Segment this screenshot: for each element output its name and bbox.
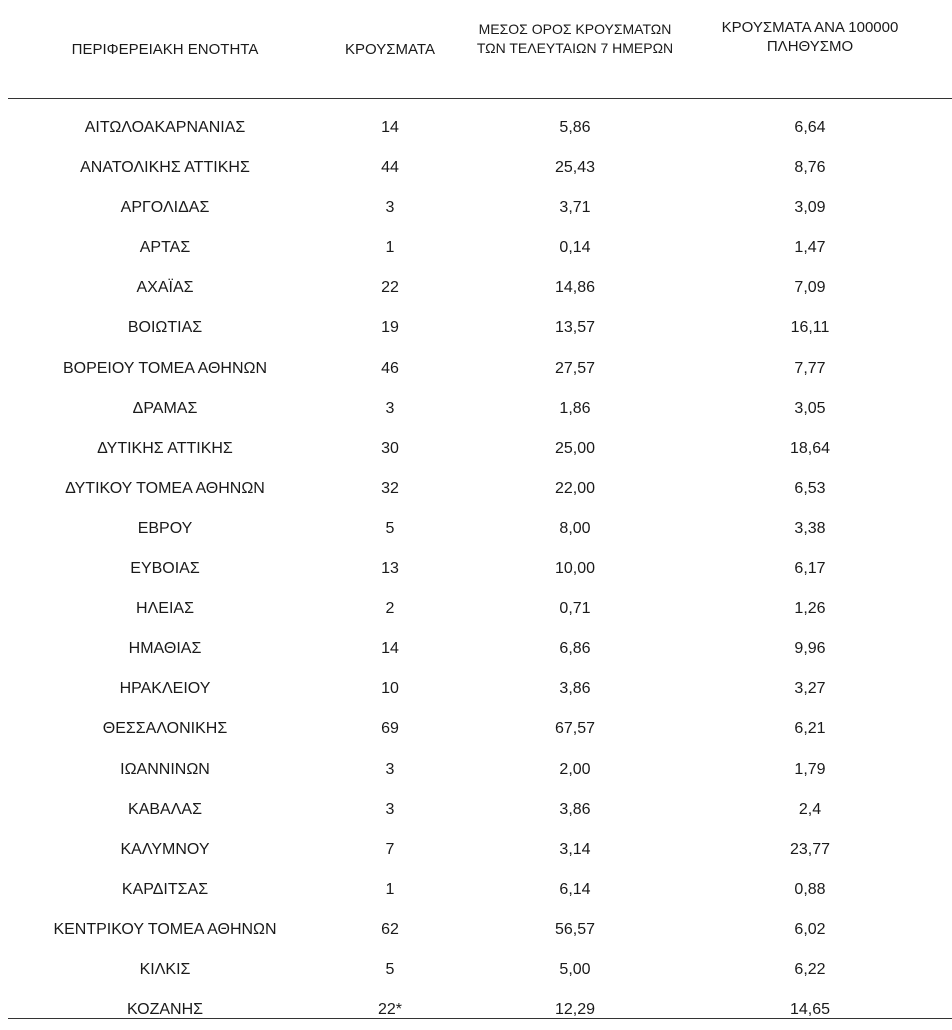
cases-cell: 3	[385, 199, 395, 217]
cases-cell: 62	[381, 920, 399, 938]
per-100000-cell: 6,64	[794, 119, 826, 136]
avg-cell: 2,00	[559, 760, 591, 778]
avg-cell: 3,86	[559, 680, 591, 698]
avg-cell: 0,71	[559, 600, 591, 618]
avg-cell: 5,86	[559, 119, 591, 136]
avg-cell: 22,00	[554, 479, 596, 497]
region-cell: ΗΜΑΘΙΑΣ	[128, 640, 202, 658]
table-row	[0, 308, 952, 348]
region-cell: ΔΥΤΙΚΗΣ ΑΤΤΙΚΗΣ	[97, 439, 233, 457]
region-cell: ΔΥΤΙΚΟΥ ΤΟΜΕΑ ΑΘΗΝΩΝ	[65, 479, 265, 497]
cases-cell: 22*	[377, 1001, 403, 1019]
cases-cell: 1	[385, 239, 395, 257]
cases-cell: 69	[381, 720, 399, 738]
cases-cell: 44	[381, 159, 399, 177]
cases-cell: 13	[381, 560, 399, 578]
cases-cell: 10	[381, 680, 399, 698]
region-cell: ΒΟΙΩΤΙΑΣ	[127, 319, 203, 337]
table-row	[0, 750, 952, 790]
region-cell: ΕΥΒΟΙΑΣ	[130, 560, 200, 578]
cases-cell: 14	[381, 640, 399, 658]
per-100000-cell: 1,79	[794, 760, 826, 778]
per-100000-cell: 6,21	[794, 720, 826, 738]
per-100000-cell: 14,65	[789, 1001, 831, 1019]
cases-cell: 19	[381, 319, 399, 337]
avg-cell: 8,00	[559, 519, 591, 537]
table-row	[0, 349, 952, 389]
table-row	[0, 870, 952, 910]
table-row	[0, 629, 952, 669]
table-row	[0, 990, 952, 1030]
avg-cell: 25,00	[554, 439, 596, 457]
avg-cell: 5,00	[559, 960, 591, 978]
table-row	[0, 790, 952, 830]
per-100000-cell: 1,47	[794, 239, 826, 257]
region-cell: ΚΟΖΑΝΗΣ	[126, 1001, 204, 1019]
table-row	[0, 589, 952, 629]
per-100000-cell: 3,27	[794, 680, 826, 698]
cases-cell: 32	[381, 479, 399, 497]
table-row	[0, 188, 952, 228]
cases-cell: 2	[385, 600, 395, 618]
region-cell: ΚΑΒΑΛΑΣ	[128, 800, 202, 818]
header-per-line1: ΚΡΟΥΣΜΑΤΑ ΑΝΑ 100000	[721, 19, 899, 36]
header-avg-line1: ΜΕΣΟΣ ΟΡΟΣ ΚΡΟΥΣΜΑΤΩΝ	[478, 21, 672, 37]
header-avg-line2: ΤΩΝ ΤΕΛΕΥΤΑΙΩΝ 7 ΗΜΕΡΩΝ	[476, 40, 674, 56]
region-cell: ΙΩΑΝΝΙΝΩΝ	[120, 760, 210, 778]
avg-cell: 14,86	[554, 279, 596, 297]
per-100000-cell: 7,09	[794, 279, 826, 297]
table-row	[0, 228, 952, 268]
cases-cell: 46	[381, 359, 399, 377]
cases-cell: 5	[385, 960, 395, 978]
region-cell: ΔΡΑΜΑΣ	[132, 399, 198, 417]
per-100000-cell: 6,53	[794, 479, 826, 497]
per-100000-cell: 2,4	[798, 800, 822, 818]
region-cell: ΚΑΛΥΜΝΟΥ	[120, 840, 210, 858]
per-100000-cell: 8,76	[794, 159, 826, 177]
table-row	[0, 509, 952, 549]
cases-cell: 1	[385, 880, 395, 898]
per-100000-cell: 3,38	[794, 519, 826, 537]
per-100000-cell: 16,11	[790, 319, 830, 337]
avg-cell: 3,71	[559, 199, 591, 217]
table-body	[0, 108, 952, 1030]
avg-cell: 3,14	[559, 840, 591, 858]
region-cell: ΚΙΛΚΙΣ	[139, 960, 191, 978]
avg-cell: 6,14	[559, 880, 591, 898]
table-row	[0, 469, 952, 509]
table-row	[0, 709, 952, 749]
table-row	[0, 669, 952, 709]
per-100000-cell: 6,02	[794, 920, 826, 938]
cases-cell: 22	[381, 279, 399, 297]
header-cases: ΚΡΟΥΣΜΑΤΑ	[345, 41, 435, 58]
table-row	[0, 910, 952, 950]
region-cell: ΑΡΤΑΣ	[139, 239, 191, 257]
per-100000-cell: 6,22	[794, 960, 826, 978]
table-row	[0, 148, 952, 188]
table-row	[0, 830, 952, 870]
region-cell: ΑΧΑΪΑΣ	[136, 279, 194, 297]
cases-cell: 7	[385, 840, 395, 858]
cases-cell: 30	[381, 439, 399, 457]
region-cell: ΒΟΡΕΙΟΥ ΤΟΜΕΑ ΑΘΗΝΩΝ	[62, 359, 268, 377]
avg-cell: 67,57	[554, 720, 596, 738]
table-row	[0, 950, 952, 990]
avg-cell: 1,86	[559, 399, 591, 417]
header-per-100000	[700, 18, 920, 56]
avg-cell: 0,14	[559, 239, 591, 257]
table-row	[0, 549, 952, 589]
avg-cell: 25,43	[554, 159, 596, 177]
region-cell: ΚΑΡΔΙΤΣΑΣ	[121, 880, 209, 898]
header-region: ΠΕΡΙΦΕΡΕΙΑΚΗ ΕΝΟΤΗΤΑ	[71, 41, 259, 58]
region-cell: ΑΙΤΩΛΟΑΚΑΡΝΑΝΙΑΣ	[84, 119, 246, 136]
region-cell: ΘΕΣΣΑΛΟΝΙΚΗΣ	[102, 720, 228, 738]
avg-cell: 10,00	[554, 560, 596, 578]
bottom-divider	[8, 1018, 952, 1019]
avg-cell: 3,86	[559, 800, 591, 818]
header-divider	[8, 98, 952, 99]
avg-cell: 56,57	[554, 920, 596, 938]
per-100000-cell: 3,05	[794, 399, 826, 417]
region-cell: ΗΛΕΙΑΣ	[136, 600, 194, 618]
per-100000-cell: 6,17	[794, 560, 826, 578]
region-cell: ΑΡΓΟΛΙΔΑΣ	[120, 199, 210, 217]
per-100000-cell: 7,77	[794, 359, 826, 377]
avg-cell: 6,86	[559, 640, 591, 658]
region-cell: ΕΒΡΟΥ	[137, 519, 193, 537]
cases-cell: 5	[385, 519, 395, 537]
region-cell: ΗΡΑΚΛΕΙΟΥ	[119, 680, 211, 698]
table-row	[0, 268, 952, 308]
per-100000-cell: 3,09	[794, 199, 826, 217]
region-cell: ΚΕΝΤΡΙΚΟΥ ΤΟΜΕΑ ΑΘΗΝΩΝ	[53, 920, 277, 938]
avg-cell: 27,57	[554, 359, 596, 377]
per-100000-cell: 18,64	[789, 439, 831, 457]
per-100000-cell: 9,96	[794, 640, 826, 658]
cases-cell: 14	[381, 119, 399, 136]
cases-cell: 3	[385, 399, 395, 417]
header-avg	[460, 20, 690, 58]
cases-cell: 3	[385, 760, 395, 778]
table-row	[0, 429, 952, 469]
cases-cell: 3	[385, 800, 395, 818]
per-100000-cell: 1,26	[794, 600, 826, 618]
table-row	[0, 389, 952, 429]
per-100000-cell: 23,77	[789, 840, 831, 858]
region-cell: ΑΝΑΤΟΛΙΚΗΣ ΑΤΤΙΚΗΣ	[80, 159, 250, 177]
table-row	[0, 108, 952, 148]
avg-cell: 13,57	[554, 319, 596, 337]
header-per-line2: ΠΛΗΘΥΣΜΟ	[766, 38, 854, 55]
avg-cell: 12,29	[554, 1001, 596, 1019]
per-100000-cell: 0,88	[794, 880, 826, 898]
